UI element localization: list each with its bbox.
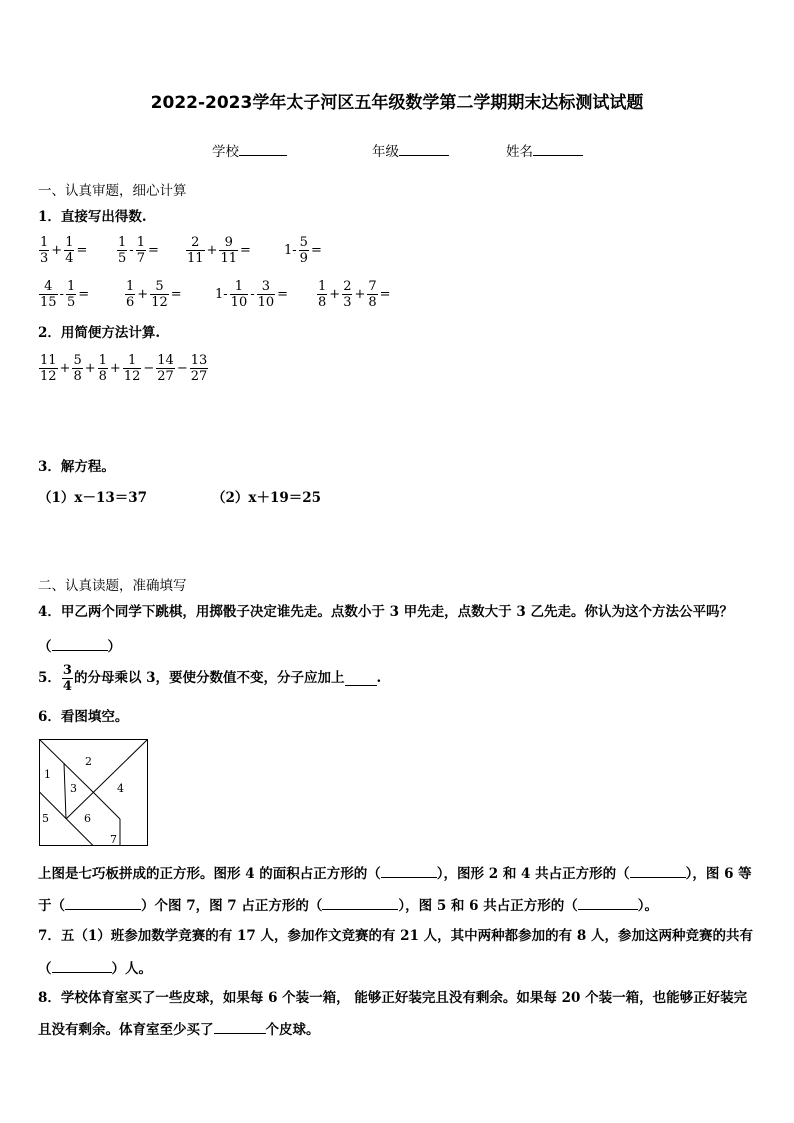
q1-item-4-fraction <box>299 236 309 265</box>
q1-item-6-operator: + <box>137 287 149 302</box>
q1-item-7-lead: 1- <box>215 287 228 302</box>
q5-body: 的分母乘以 3，要使分数值不变，分子应加上 <box>73 670 345 687</box>
q1-item-6-equals: = <box>170 287 182 302</box>
q1-item-4 <box>283 236 322 265</box>
q1-item-8-equals: = <box>379 287 391 302</box>
q1-item-2-fraction-denominator: 7 <box>136 251 145 266</box>
q6-blank-1[interactable] <box>381 864 437 878</box>
q2-fraction <box>156 354 175 383</box>
q2-fraction-numerator: 14 <box>157 352 174 368</box>
tangram-label-1: 1 <box>44 768 51 781</box>
page-title: 2022-2023学年太子河区五年级数学第二学期期末达标测试试题 <box>150 93 644 113</box>
q6-text-b: ），图形 2 和 4 共占正方形的（ <box>436 866 630 882</box>
q7-open-paren: （ <box>38 961 52 977</box>
q7-answer-blank[interactable] <box>52 959 112 973</box>
q2-fraction-denominator: 12 <box>123 368 141 384</box>
q1-item-8 <box>316 280 391 309</box>
q1-item-6-fraction <box>150 280 169 309</box>
q1-item-2 <box>116 236 159 265</box>
q1-item-3-operator: + <box>206 243 218 258</box>
q1-item-5-fraction-denominator: 5 <box>66 295 76 310</box>
q2-operator: + <box>109 360 121 376</box>
q6-text-e: ）个图 7，图 7 占正方形的（ <box>141 898 323 914</box>
q6-text-a: 上图是七巧板拼成的正方形。图形 4 的面积占正方形的（ <box>38 866 381 882</box>
q1-item-3-fraction <box>186 236 205 265</box>
q1-item-8-fraction-denominator: 3 <box>343 295 352 310</box>
q1-item-1-fraction-numerator: 1 <box>40 235 49 250</box>
q1-item-7-operator: - <box>250 287 255 302</box>
q7-answer <box>38 959 152 977</box>
q1-item-4-equals: = <box>310 243 322 258</box>
q1-item-1-operator: + <box>51 243 63 258</box>
q1-item-8-operator: + <box>354 287 366 302</box>
q5-answer-blank[interactable] <box>345 672 377 686</box>
q1-item-8-operator: + <box>329 287 341 302</box>
q3-label: 3．解方程。 <box>38 459 115 475</box>
q1-item-1-fraction <box>64 236 74 265</box>
q7-text: 7．五（1）班参加数学竞赛的有 17 人，参加作文竞赛的有 21 人，其中两种都参加的有 8 人，参加这两种竞赛的共有 <box>38 928 753 944</box>
q7-close: ）人。 <box>111 961 152 977</box>
q1-item-5-fraction-numerator: 4 <box>44 279 53 294</box>
q4-close-paren: ） <box>107 639 121 655</box>
q3-equation-1: （1）x－13＝37 <box>38 490 148 506</box>
q1-item-7-fraction-numerator: 3 <box>261 279 271 294</box>
school-field <box>212 142 287 160</box>
name-field <box>506 142 583 160</box>
school-blank[interactable] <box>239 142 287 156</box>
q8-line-2 <box>38 1020 320 1038</box>
q1-item-8-fraction-numerator: 2 <box>343 279 352 294</box>
q1-item-6-fraction <box>125 280 135 309</box>
q1-item-1-fraction-denominator: 3 <box>40 251 49 266</box>
q2-operator: + <box>59 360 71 376</box>
tangram-label-5: 5 <box>42 812 49 825</box>
q1-item-3-fraction-numerator: 2 <box>191 235 200 250</box>
q1-item-3 <box>185 236 251 265</box>
q2-fraction <box>39 354 58 383</box>
q1-item-1-fraction <box>39 236 49 265</box>
q1-item-3-fraction-denominator: 11 <box>187 251 204 266</box>
q1-item-4-fraction-denominator: 9 <box>299 251 308 266</box>
q8-answer-blank[interactable] <box>214 1020 266 1034</box>
q2-fraction-denominator: 27 <box>157 368 174 384</box>
q6-text-f: ），图 5 和 6 共占正方形的（ <box>398 898 578 914</box>
section1-heading: 一、认真审题，细心计算 <box>38 183 187 199</box>
tangram-figure <box>39 739 149 847</box>
tangram-diagonal-2 <box>66 740 148 820</box>
q1-item-8-fraction <box>317 280 327 309</box>
q4-open-paren: （ <box>38 639 52 655</box>
q5-number: 5． <box>38 670 61 687</box>
q8-text-a: 且没有剩余。体育室至少买了 <box>38 1022 214 1038</box>
q2-fraction <box>123 354 142 383</box>
q5-end: . <box>376 670 382 687</box>
q1-item-2-fraction <box>136 236 146 265</box>
q2-fraction-numerator: 1 <box>127 352 137 368</box>
q2-fraction-denominator: 27 <box>190 368 208 384</box>
q1-item-3-fraction-denominator: 11 <box>220 251 237 266</box>
q2-fraction <box>72 354 82 383</box>
q2-fraction <box>98 354 108 383</box>
q1-item-6-fraction-numerator: 5 <box>155 279 164 294</box>
tangram-label-2: 2 <box>85 755 92 768</box>
grade-field <box>372 142 449 160</box>
q1-item-6 <box>124 280 182 309</box>
q1-item-8-fraction-numerator: 1 <box>318 279 327 294</box>
q5-fraction-numerator: 3 <box>62 663 72 678</box>
grade-label: 年级 <box>372 144 399 160</box>
tangram-edge-1 <box>64 763 66 819</box>
name-label: 姓名 <box>506 144 533 160</box>
q1-item-8-fraction-numerator: 7 <box>368 279 377 294</box>
q1-item-2-fraction <box>117 236 127 265</box>
q2-expression <box>38 348 209 388</box>
tangram-label-4: 4 <box>117 782 124 795</box>
q8-line-1: 8．学校体育室买了一些皮球，如果每 6 个装一箱， 能够正好装完且没有剩余。如果每 20 个装一箱，也能够正好装完 <box>38 990 748 1006</box>
q1-item-8-fraction <box>342 280 352 309</box>
q1-item-2-fraction-numerator: 1 <box>118 235 127 250</box>
q1-item-7-fraction-denominator: 10 <box>230 295 248 310</box>
q1-item-1 <box>38 236 87 265</box>
q1-row-1 <box>38 236 778 272</box>
q2-fraction-numerator: 11 <box>40 352 57 368</box>
q1-item-5-operator: - <box>59 287 64 302</box>
q1-item-5-fraction-denominator: 15 <box>40 295 57 310</box>
q6-blank-3[interactable] <box>65 896 141 910</box>
q1-item-6-fraction-denominator: 6 <box>126 295 135 310</box>
q1-item-3-fraction-numerator: 9 <box>224 235 233 250</box>
q4-text: 4．甲乙两个同学下跳棋，用掷骰子决定谁先走。点数小于 3 甲先走，点数大于 3 乙先走。你认为这个方法公平吗？ <box>38 604 733 620</box>
q2-operator: − <box>143 360 155 376</box>
q6-text-g: ）。 <box>637 898 658 914</box>
q1-item-5-equals: = <box>78 287 90 302</box>
q1-item-8-fraction-denominator: 8 <box>368 295 377 310</box>
q1-item-7-fraction-denominator: 10 <box>257 295 275 310</box>
q1-item-5-fraction <box>39 280 58 309</box>
q1-item-4-lead: 1- <box>284 243 297 258</box>
q6-label: 6．看图填空。 <box>38 709 129 725</box>
q2-fraction <box>190 354 209 383</box>
q1-item-2-fraction-denominator: 5 <box>118 251 127 266</box>
q1-item-2-equals: = <box>147 243 159 258</box>
q1-item-5-fraction-numerator: 1 <box>66 279 76 294</box>
q2-operator: + <box>84 360 96 376</box>
q1-item-8-fraction-denominator: 8 <box>318 295 327 310</box>
q5-fraction-denominator: 4 <box>62 679 72 694</box>
q1-item-7 <box>214 280 288 309</box>
q6-line-1 <box>38 864 752 882</box>
q1-item-2-fraction-numerator: 1 <box>136 235 145 250</box>
q1-item-3-equals: = <box>240 243 251 258</box>
tangram-label-7: 7 <box>110 833 117 846</box>
q6-blank-4[interactable] <box>322 896 398 910</box>
q1-item-7-fraction-numerator: 1 <box>234 279 244 294</box>
q2-operator: − <box>176 360 188 376</box>
tangram-edge-3 <box>93 792 120 819</box>
q1-item-1-fraction-denominator: 4 <box>65 251 74 266</box>
q5-text <box>38 664 381 693</box>
q1-row-2 <box>38 280 778 316</box>
q6-blank-2[interactable] <box>630 864 686 878</box>
q1-item-6-fraction-denominator: 12 <box>151 295 168 310</box>
q1-item-5 <box>38 280 89 309</box>
q1-item-4-fraction-numerator: 5 <box>299 235 308 250</box>
q1-item-3-fraction <box>219 236 238 265</box>
q2-label: 2．用简便方法计算. <box>38 325 161 341</box>
q1-item-8-fraction <box>367 280 377 309</box>
q1-item-5-fraction <box>66 280 76 309</box>
q1-item-2-operator: - <box>129 243 134 258</box>
q1-item-7-equals: = <box>277 287 289 302</box>
q1-item-7-fraction <box>257 280 276 309</box>
q6-line-2 <box>38 896 658 914</box>
q2-fraction-numerator: 5 <box>73 352 82 368</box>
q6-text-c: ），图 6 等 <box>685 866 752 882</box>
q2-fraction-denominator: 8 <box>98 368 107 384</box>
school-label: 学校 <box>212 144 239 160</box>
q5-fraction <box>62 664 73 693</box>
q8-text-b: 个皮球。 <box>265 1022 320 1038</box>
q6-text-d: 于（ <box>38 898 65 914</box>
q1-item-6-fraction-numerator: 1 <box>126 279 135 294</box>
name-blank[interactable] <box>533 142 583 156</box>
q4-answer-blank[interactable] <box>52 637 108 651</box>
q2-fraction-denominator: 12 <box>40 368 57 384</box>
q2-fraction-numerator: 13 <box>190 352 208 368</box>
tangram-label-3: 3 <box>70 782 77 795</box>
q2-fraction-denominator: 8 <box>73 368 82 384</box>
q2-fraction-numerator: 1 <box>98 352 107 368</box>
q1-item-1-fraction-numerator: 1 <box>65 235 74 250</box>
q1-item-7-fraction <box>230 280 249 309</box>
q3-equation-2: （2）x＋19＝25 <box>212 490 322 506</box>
q6-blank-5[interactable] <box>578 896 638 910</box>
q4-answer <box>38 637 121 655</box>
q1-label: 1．直接写出得数. <box>38 209 147 225</box>
grade-blank[interactable] <box>399 142 449 156</box>
section2-heading: 二、认真读题，准确填写 <box>38 578 187 594</box>
q1-item-1-equals: = <box>76 243 88 258</box>
tangram-label-6: 6 <box>84 812 91 825</box>
